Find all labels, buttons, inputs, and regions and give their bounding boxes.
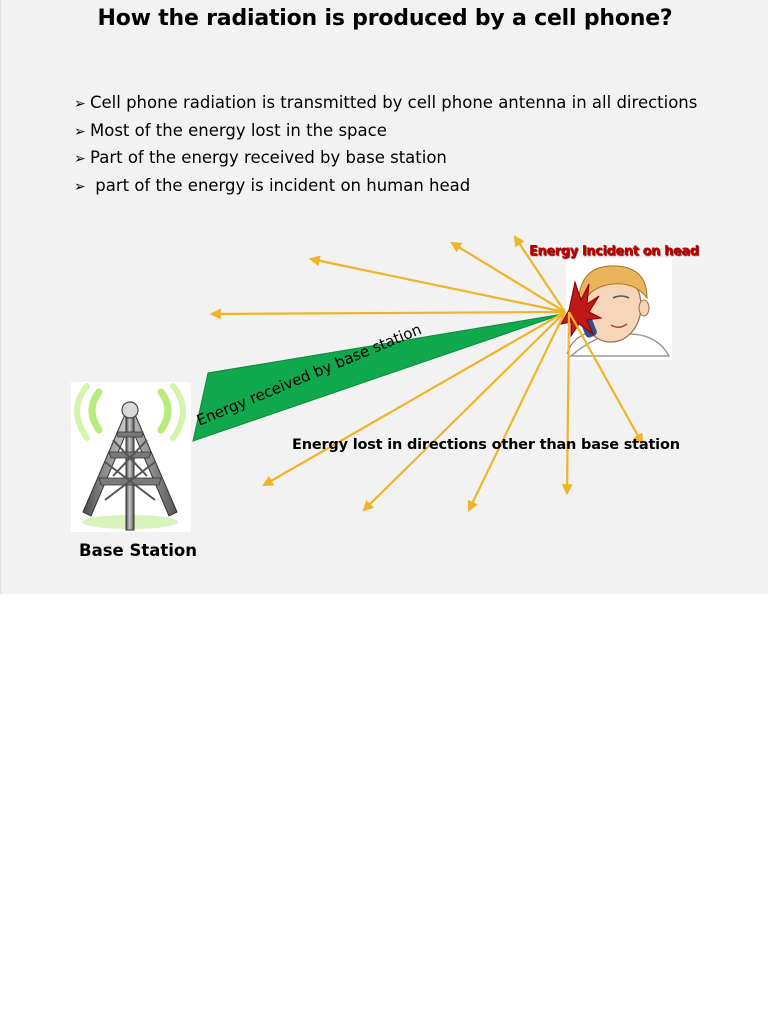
received-energy-beam bbox=[193, 314, 563, 441]
bullet-arrow-icon: ➢ bbox=[74, 178, 86, 195]
bullet-text: Cell phone radiation is transmitted by cell phone antenna in all directions bbox=[90, 93, 698, 112]
label-base-station: Base Station bbox=[79, 541, 197, 560]
label-energy-incident-on-head: Energy Incident on head bbox=[529, 244, 699, 259]
radiation-arrow bbox=[212, 312, 565, 314]
label-energy-lost: Energy lost in directions other than base station bbox=[292, 437, 680, 453]
label-energy-received: Energy received by base station bbox=[194, 320, 425, 430]
bullet-arrow-icon: ➢ bbox=[74, 123, 86, 140]
base-station-tower-icon bbox=[71, 382, 191, 532]
slide-title: How the radiation is produced by a cell phone? bbox=[97, 6, 673, 31]
bullet-text: Part of the energy received by base station bbox=[90, 148, 447, 167]
bullet-text: part of the energy is incident on human head bbox=[90, 175, 471, 195]
bullet-arrow-icon: ➢ bbox=[74, 96, 86, 112]
radiation-arrow bbox=[311, 259, 565, 312]
bullet-arrow-icon: ➢ bbox=[74, 151, 86, 167]
radiation-diagram bbox=[1, 0, 768, 594]
person-on-phone-icon bbox=[561, 258, 672, 360]
bullet-text: Most of the energy lost in the space bbox=[90, 120, 387, 140]
